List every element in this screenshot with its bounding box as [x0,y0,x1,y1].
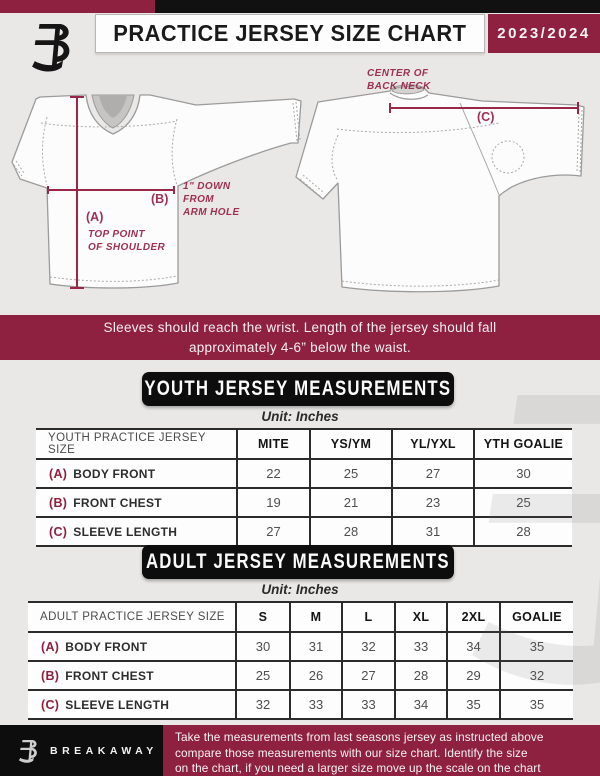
adult-unit-label: Unit: Inches [261,582,339,597]
adult-size-table [28,601,573,720]
youth-col-goalie: YTH GOALIE [474,429,572,459]
cell: 34 [447,632,500,661]
cell: 35 [500,632,573,661]
cell: 31 [392,517,474,546]
table-row [28,661,573,690]
cell: 25 [236,661,290,690]
row-label: FRONT CHEST [65,668,154,683]
cell: 27 [237,517,310,546]
adult-col-xl: XL [395,602,447,632]
cell: 28 [395,661,447,690]
row-letter: (B) [49,495,68,510]
cell: 30 [236,632,290,661]
table-row [36,517,572,546]
jersey-diagrams [0,55,600,313]
banner-line-2: approximately 4-6” below the waist. [188,339,412,355]
brand-name: BREAKAWAY [50,744,158,757]
cell: 31 [290,632,342,661]
adult-header-row [28,602,573,632]
row-label: SLEEVE LENGTH [73,524,178,539]
row-letter: (B) [41,668,60,683]
row-letter: (A) [49,466,68,481]
cell: 27 [392,459,474,488]
banner-line-1: Sleeves should reach the wrist. Length of the jersey should fall [103,319,497,335]
adult-size-label: ADULT PRACTICE JERSEY SIZE [40,611,225,623]
cell: 33 [342,690,395,719]
cell: 29 [447,661,500,690]
row-letter: (C) [41,697,60,712]
row-label: FRONT CHEST [73,495,162,510]
adult-col-s: S [236,602,290,632]
cell: 22 [237,459,310,488]
footer-note-line-2: compare those measurements with our size chart. Identify the size [175,745,528,760]
table-row [36,488,572,517]
cell: 21 [310,488,392,517]
footer-note-line-1: Take the measurements from last seasons jersey as instructed above [175,730,544,744]
adult-col-l: L [342,602,395,632]
top-strip-black [155,0,600,13]
cell: 30 [474,459,572,488]
note-arm-hole: 1" DOWN FROM ARM HOLE [183,181,240,218]
adult-col-goalie: GOALIE [500,602,573,632]
youth-col-ylyxl: YL/YXL [392,429,474,459]
note-top-point: TOP POINT OF SHOULDER [88,229,166,253]
cell: 32 [342,632,395,661]
cell: 32 [236,690,290,719]
cell: 28 [474,517,572,546]
page-title-box [95,14,485,53]
jersey-back-outline [296,85,584,292]
cell: 26 [290,661,342,690]
row-letter: (A) [41,639,60,654]
cell: 23 [392,488,474,517]
cell: 25 [310,459,392,488]
footer-brand-block [0,725,163,776]
cell: 33 [290,690,342,719]
row-label: BODY FRONT [73,466,156,481]
table-row [28,632,573,661]
cell: 28 [310,517,392,546]
label-a: (A) [86,210,104,224]
cell: 27 [342,661,395,690]
youth-section-title-box [142,372,454,406]
table-row [36,459,572,488]
cell: 32 [500,661,573,690]
cell: 19 [237,488,310,517]
note-center-back-neck: CENTER OF BACK NECK [367,68,431,92]
youth-col-mite: MITE [237,429,310,459]
row-label: SLEEVE LENGTH [65,697,170,712]
youth-size-label: YOUTH PRACTICE JERSEY SIZE [48,432,206,456]
cell: 33 [395,632,447,661]
youth-col-ysym: YS/YM [310,429,392,459]
adult-section-title-box [142,545,454,579]
label-b: (B) [151,192,169,206]
adult-col-m: M [290,602,342,632]
footer-note-line-3: on the chart, if you need a larger size move up the scale on the chart [175,761,541,775]
row-label: BODY FRONT [65,639,148,654]
season-label: 2023/2024 [497,25,591,42]
cell: 35 [500,690,573,719]
youth-header-row [36,429,572,459]
footer-b-logo-icon [16,737,42,765]
table-row [28,690,573,719]
youth-unit-label: Unit: Inches [261,409,339,424]
page-title: PRACTICE JERSEY SIZE CHART [113,20,467,46]
cell: 35 [447,690,500,719]
top-strip-maroon [0,0,155,13]
adult-section-title: ADULT JERSEY MEASUREMENTS [146,550,450,573]
season-badge [488,14,600,53]
fit-instruction-banner [0,315,600,360]
youth-section-title: YOUTH JERSEY MEASUREMENTS [144,377,452,400]
label-c: (C) [477,110,495,124]
youth-size-table [36,428,572,547]
cell: 25 [474,488,572,517]
cell: 34 [395,690,447,719]
footer-instructions [163,725,600,776]
row-letter: (C) [49,524,68,539]
adult-col-2xl: 2XL [447,602,500,632]
